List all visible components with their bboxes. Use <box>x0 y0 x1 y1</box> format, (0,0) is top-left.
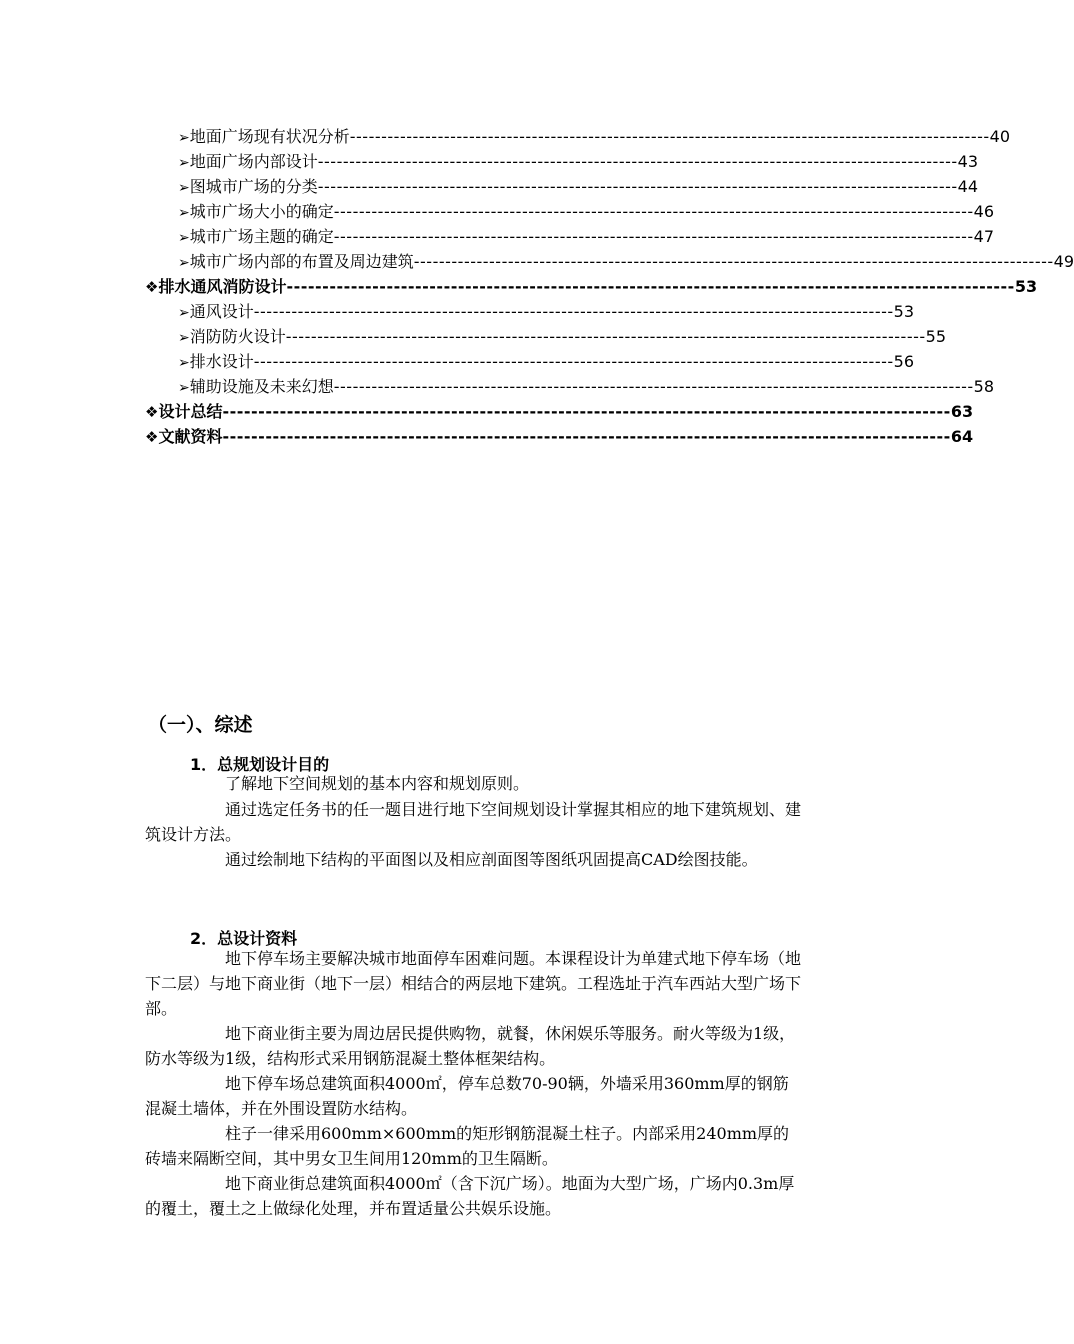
toc-entry-title: 辅助设施及未来幻想 <box>189 377 334 396</box>
toc-entry <box>178 127 1010 148</box>
toc-leader: ------------------------------------------------------------------------------------------------------ <box>333 227 974 246</box>
toc-entry <box>178 377 994 398</box>
toc-entry <box>178 152 978 173</box>
arrow-bullet-icon: ➢ <box>178 205 190 221</box>
body-paragraph: 地下停车场主要解决城市地面停车困难问题。本课程设计为单建式地下停车场（地下二层）与地下商业街（地下一层）相结合的两层地下建筑。工程选址于汽车西站大型广场下部。 <box>145 949 802 1018</box>
toc-leader: ------------------------------------------------------------------------------------------------------ <box>253 352 894 371</box>
toc-entry-title: 排水设计 <box>189 352 254 371</box>
arrow-bullet-icon: ➢ <box>178 130 190 146</box>
toc-entry-title: 排水通风消防设计 <box>158 277 287 296</box>
body-paragraph: 了解地下空间规划的基本内容和规划原则。 <box>225 774 530 793</box>
toc-leader: ------------------------------------------------------------------------------------------------------ <box>222 427 951 446</box>
toc-leader: ------------------------------------------------------------------------------------------------------ <box>253 302 894 321</box>
toc-entry-title: 城市广场大小的确定 <box>189 202 334 221</box>
toc-entry-title: 通风设计 <box>189 302 254 321</box>
toc-entry-main <box>145 402 974 422</box>
subsection-title: 2．总设计资料 <box>190 929 298 948</box>
toc-entry-page: 56 <box>893 352 914 371</box>
toc-entry <box>178 302 914 323</box>
arrow-bullet-icon: ➢ <box>178 155 190 171</box>
toc-leader: ------------------------------------------------------------------------------------------------------ <box>349 127 990 146</box>
arrow-bullet-icon: ➢ <box>178 180 190 196</box>
toc-entry-title: 文献资料 <box>158 427 223 446</box>
toc-entry <box>178 327 946 348</box>
toc-entry-title: 地面广场现有状况分析 <box>189 127 350 146</box>
toc-entry-title: 城市广场主题的确定 <box>189 227 334 246</box>
body-paragraph: 通过选定任务书的任一题目进行地下空间规划设计掌握其相应的地下建筑规划、建筑设计方法。 <box>145 800 802 844</box>
toc-entry-page: 58 <box>973 377 994 396</box>
arrow-bullet-icon: ➢ <box>178 230 190 246</box>
toc-entry-page: 53 <box>893 302 914 321</box>
arrow-bullet-icon: ➢ <box>178 330 190 346</box>
diamond-bullet-icon: ❖ <box>145 403 159 421</box>
toc-leader: ------------------------------------------------------------------------------------------------------ <box>333 202 974 221</box>
toc-leader: ------------------------------------------------------------------------------------------------------ <box>317 177 958 196</box>
toc-entry-page: 43 <box>957 152 978 171</box>
toc-entry-page: 40 <box>989 127 1010 146</box>
toc-entry-page: 49 <box>1053 252 1074 271</box>
toc-entry <box>178 202 994 223</box>
toc-entry-title: 设计总结 <box>158 402 223 421</box>
body-paragraph: 地下停车场总建筑面积4000㎡，停车总数70-90辆，外墙采用360mm厚的钢筋混凝土墙体，并在外围设置防水结构。 <box>145 1074 789 1118</box>
toc-entry-title: 消防防火设计 <box>189 327 286 346</box>
toc-entry-main <box>145 277 1038 297</box>
toc-entry <box>178 177 978 198</box>
arrow-bullet-icon: ➢ <box>178 305 190 321</box>
section-heading: （一）、综述 <box>148 714 253 736</box>
arrow-bullet-icon: ➢ <box>178 255 190 271</box>
arrow-bullet-icon: ➢ <box>178 380 190 396</box>
toc-entry <box>178 227 994 248</box>
body-paragraph: 通过绘制地下结构的平面图以及相应剖面图等图纸巩固提高CAD绘图技能。 <box>225 850 758 869</box>
body-paragraph: 地下商业街总建筑面积4000㎡（含下沉广场）。地面为大型广场，广场内0.3m厚的覆土，覆土之上做绿化处理，并布置适量公共娱乐设施。 <box>145 1174 795 1218</box>
toc-leader: ------------------------------------------------------------------------------------------------------ <box>286 277 1015 296</box>
arrow-bullet-icon: ➢ <box>178 355 190 371</box>
toc-entry-page: 63 <box>950 402 974 421</box>
toc-entry-title: 地面广场内部设计 <box>189 152 318 171</box>
toc-entry-page: 46 <box>973 202 994 221</box>
toc-entry <box>178 352 914 373</box>
diamond-bullet-icon: ❖ <box>145 278 159 296</box>
toc-entry-title: 图城市广场的分类 <box>189 177 318 196</box>
body-paragraph: 地下商业街主要为周边居民提供购物，就餐，休闲娱乐等服务。耐火等级为1级，防水等级为1级，结构形式采用钢筋混凝土整体框架结构。 <box>145 1024 796 1068</box>
toc-leader: ------------------------------------------------------------------------------------------------------ <box>333 377 974 396</box>
toc-entry <box>178 252 1074 273</box>
toc-leader: ------------------------------------------------------------------------------------------------------ <box>285 327 926 346</box>
toc-entry-page: 47 <box>973 227 994 246</box>
diamond-bullet-icon: ❖ <box>145 428 159 446</box>
body-paragraph: 柱子一律采用600mm×600mm的矩形钢筋混凝土柱子。内部采用240mm厚的砖墙来隔断空间，其中男女卫生间用120mm的卫生隔断。 <box>145 1124 790 1168</box>
toc-entry-page: 55 <box>925 327 946 346</box>
toc-leader: ------------------------------------------------------------------------------------------------------ <box>222 402 951 421</box>
toc-entry-page: 64 <box>950 427 974 446</box>
toc-entry-title: 城市广场内部的布置及周边建筑 <box>189 252 414 271</box>
toc-entry-main <box>145 427 974 447</box>
toc-leader: ------------------------------------------------------------------------------------------------------ <box>413 252 1054 271</box>
toc-leader: ------------------------------------------------------------------------------------------------------ <box>317 152 958 171</box>
toc-entry-page: 53 <box>1014 277 1038 296</box>
subsection-title: 1．总规划设计目的 <box>190 755 330 774</box>
toc-entry-page: 44 <box>957 177 978 196</box>
